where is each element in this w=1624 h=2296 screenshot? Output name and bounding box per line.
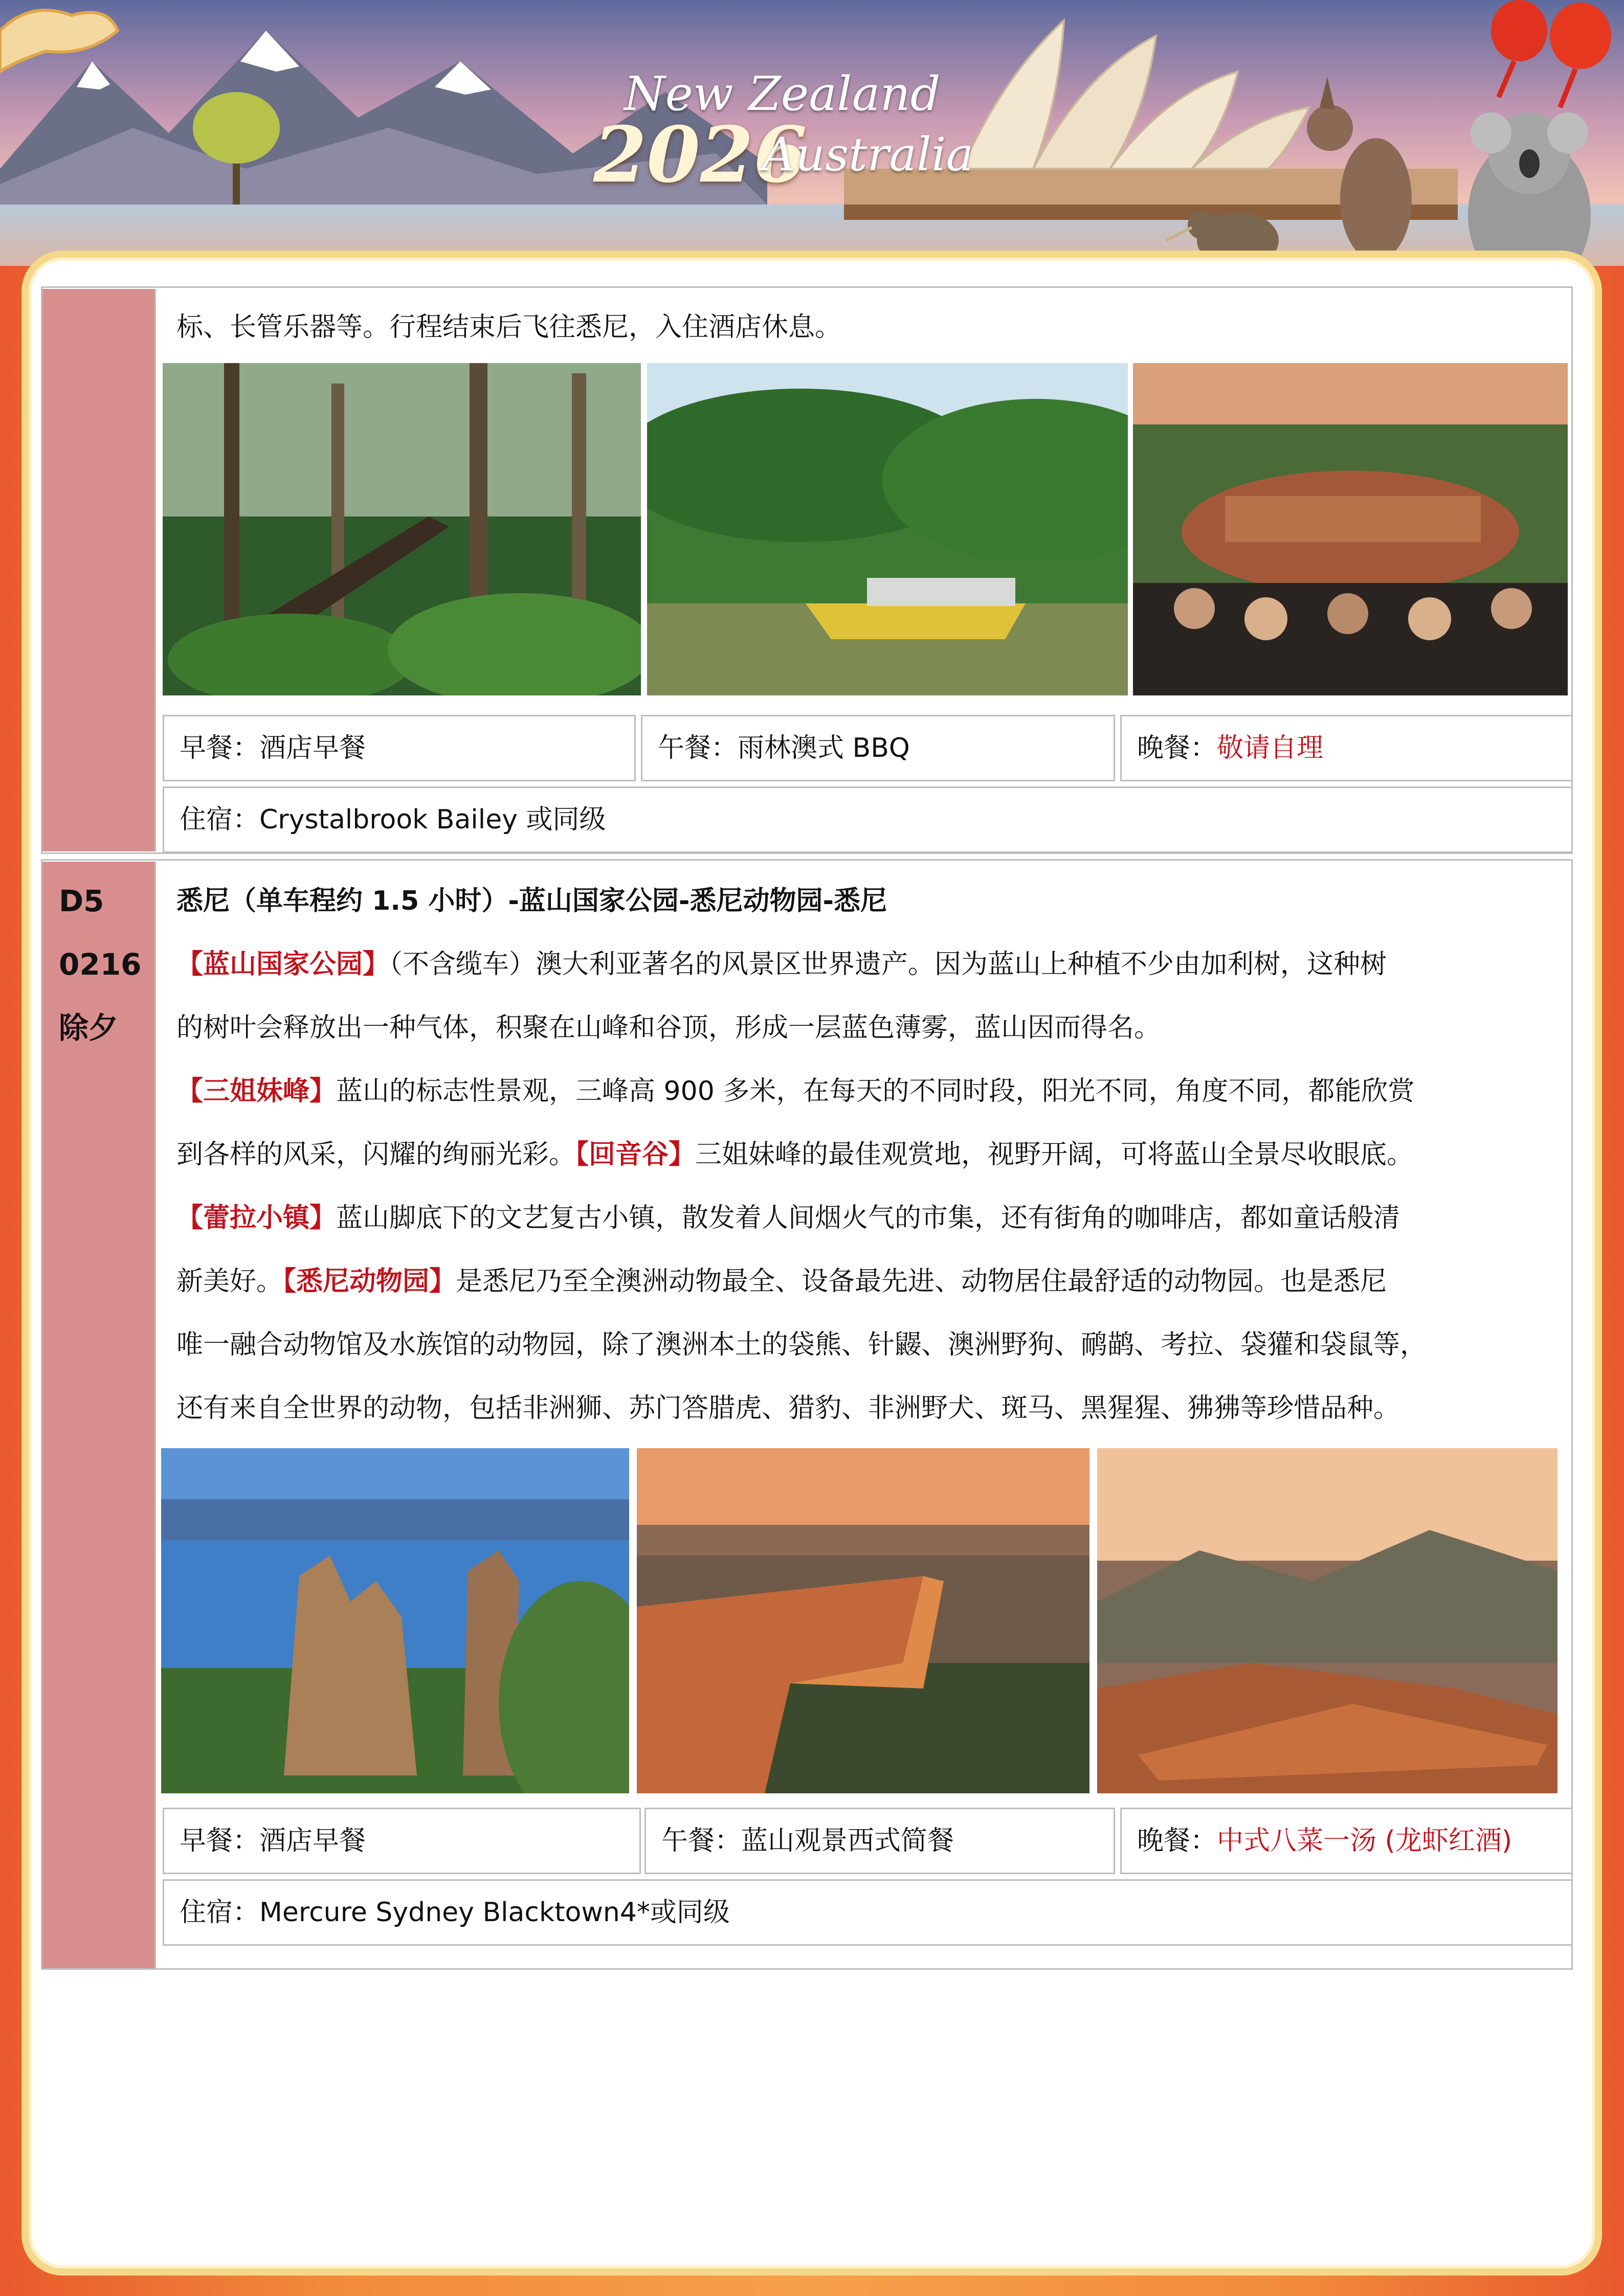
- highlight-attraction-name: 【回音谷】: [575, 1139, 696, 1170]
- amphibious-boat-photo: [647, 363, 1128, 695]
- banner-title-new-zealand: New Zealand: [624, 66, 941, 121]
- day4-dinner-value: 敬请自理: [1217, 733, 1324, 763]
- day5-breakfast: [163, 1808, 641, 1874]
- day5-description-line: [176, 1250, 1387, 1313]
- day5-description-line: [176, 1313, 1427, 1377]
- day5-lunch: [644, 1808, 1115, 1874]
- day4-description: 标、长管乐器等。行程结束后飞往悉尼，入住酒店休息。: [176, 312, 842, 343]
- three-sisters-photo: [161, 1448, 629, 1793]
- day5-accommodation: 住宿：Mercure Sydney Blacktown4*或同级: [163, 1879, 1573, 1946]
- day4-breakfast-label: 早餐：: [180, 733, 260, 763]
- description-text: 是悉尼乃至全澳洲动物最全、设备最先进、动物居住最舒适的动物园。也是悉尼: [456, 1266, 1387, 1297]
- aboriginal-dance-show-photo: [1133, 363, 1568, 695]
- canyon-sunset-photo: [1097, 1448, 1558, 1793]
- day4-accommodation: 住宿：Crystalbrook Bailey 或同级: [163, 786, 1573, 853]
- day5-dinner-label: 晚餐：: [1137, 1826, 1217, 1856]
- day5-number: D5: [59, 884, 104, 918]
- day4-breakfast-value: 酒店早餐: [259, 733, 366, 763]
- day5-dinner: [1120, 1808, 1573, 1874]
- day5-breakfast-value: 酒店早餐: [259, 1826, 366, 1856]
- day5-description-line: [176, 1060, 1414, 1123]
- header-banner: [0, 0, 1624, 266]
- day4-dinner-label: 晚餐：: [1137, 733, 1217, 763]
- rainforest-walkway-photo: [163, 363, 641, 695]
- day4-lunch-value: 雨林澳式 BBQ: [738, 733, 910, 763]
- day5-festival-note: 除夕: [59, 1010, 119, 1045]
- day5-dinner-value: 中式八菜一汤 (龙虾红酒): [1217, 1826, 1512, 1856]
- day5-description-line: [176, 996, 1161, 1060]
- highlight-attraction-name: 【蓝山国家公园】: [176, 949, 390, 980]
- highlight-attraction-name: 【三姐妹峰】: [176, 1076, 337, 1107]
- day5-description-line: [176, 1123, 1413, 1186]
- day5-lunch-value: 蓝山观景西式简餐: [741, 1826, 954, 1856]
- highlight-attraction-name: 【蕾拉小镇】: [176, 1203, 337, 1233]
- day4-lunch: [641, 715, 1115, 781]
- banner-title-australia: Australia: [762, 128, 974, 182]
- hanging-rock-photo: [637, 1448, 1089, 1793]
- day5-description-line: [176, 1186, 1400, 1250]
- description-text: 蓝山脚底下的文艺复古小镇，散发着人间烟火气的市集，还有街角的咖啡店，都如童话般清: [336, 1203, 1400, 1233]
- day5-description-line: [176, 933, 1387, 996]
- description-text: 到各样的风采，闪耀的绚丽光彩。: [176, 1139, 576, 1170]
- day5-description-line: [176, 1377, 1400, 1440]
- banner-title: [593, 61, 974, 205]
- highlight-attraction-name: 【悉尼动物园】: [283, 1266, 456, 1297]
- day5-date: 0216: [59, 947, 142, 982]
- day5-lunch-label: 午餐：: [661, 1826, 742, 1856]
- day5-route: 悉尼（单车程约 1.5 小时）-蓝山国家公园-悉尼动物园-悉尼: [176, 886, 887, 916]
- description-text: 新美好。: [176, 1266, 283, 1297]
- day4-dinner: [1120, 715, 1573, 781]
- banner-title-year: 2026: [593, 110, 807, 200]
- description-text: 唯一融合动物馆及水族馆的动物园，除了澳洲本土的袋熊、针鼹、澳洲野狗、鸸鹋、考拉、袋獾和袋鼠等，: [176, 1330, 1427, 1360]
- description-text: 蓝山的标志性景观，三峰高 900 多米，在每天的不同时段，阳光不同，角度不同，都能欣赏: [336, 1076, 1415, 1107]
- day5-breakfast-label: 早餐：: [180, 1826, 260, 1856]
- description-text: （不含缆车）澳大利亚著名的风景区世界遗产。因为蓝山上种植不少由加利树，这种树: [389, 949, 1387, 980]
- description-text: 三姐妹峰的最佳观赏地，视野开阔，可将蓝山全景尽收眼底。: [695, 1139, 1414, 1170]
- description-text: 的树叶会释放出一种气体，积聚在山峰和谷顶，形成一层蓝色薄雾，蓝山因而得名。: [176, 1012, 1161, 1043]
- day4-lunch-label: 午餐：: [658, 733, 738, 763]
- day4-breakfast: [163, 715, 636, 781]
- description-text: 还有来自全世界的动物，包括非洲狮、苏门答腊虎、猎豹、非洲野犬、斑马、黑猩猩、狒狒等珍惜品种。: [176, 1393, 1400, 1424]
